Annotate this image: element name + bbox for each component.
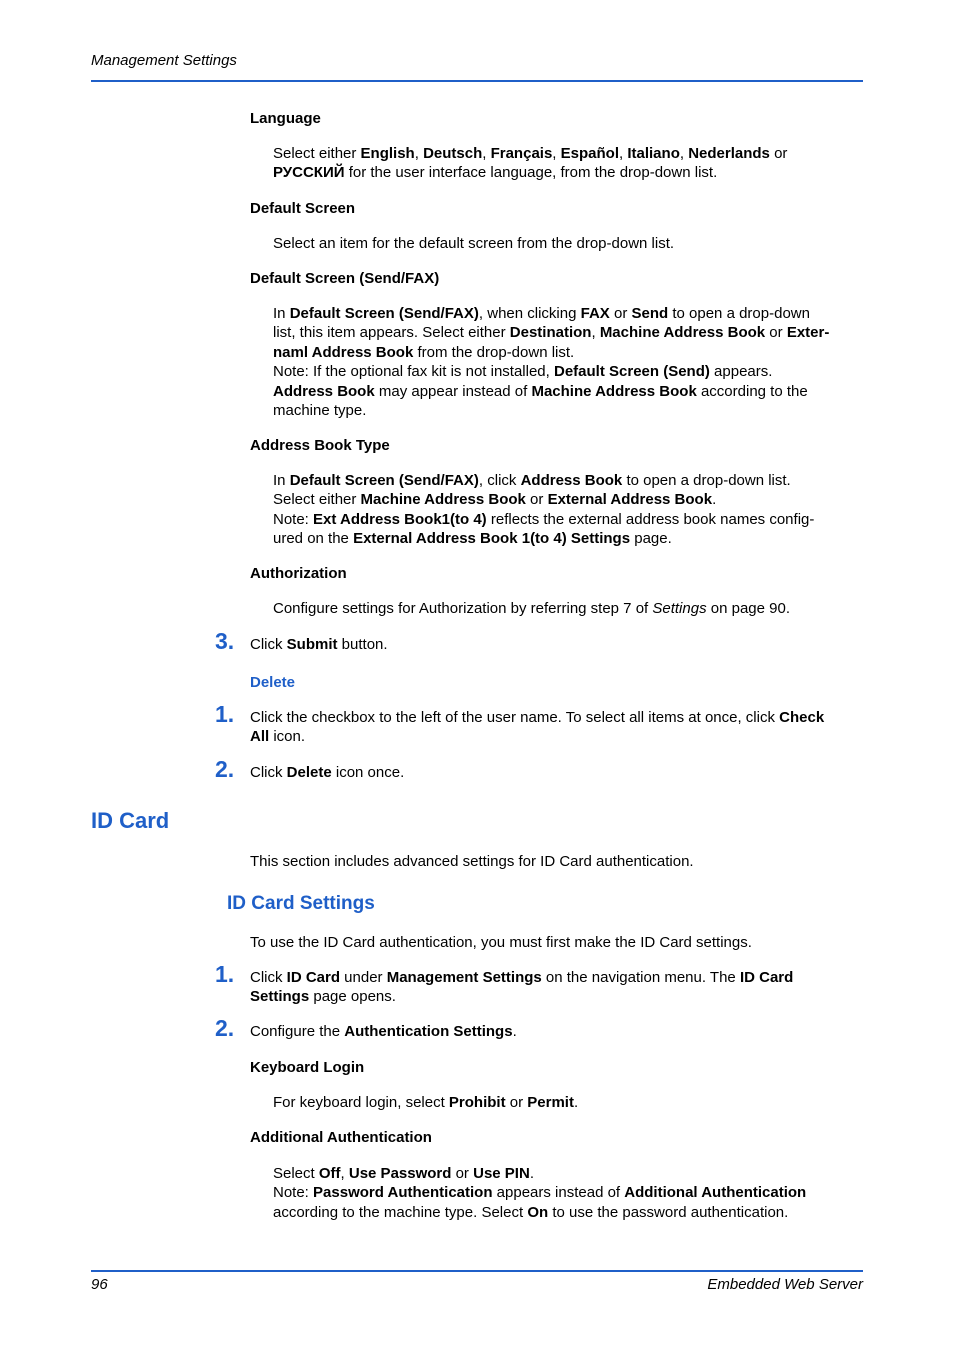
default-screen-description: Select an item for the default screen from the drop-down list. (273, 235, 675, 252)
step-number: 1. (215, 701, 235, 727)
step-number: 2. (215, 756, 235, 782)
delete-step2-text: Click Delete icon once. (250, 764, 405, 781)
default-screen-send-heading: Default Screen (Send/FAX) (250, 270, 440, 287)
additional-auth-description: Select Off, Use Password or Use PIN. Note: Password Authentication appears instead of Additional Authentication according to the machine type. Select On to use the password authentication. (273, 1165, 807, 1221)
keyboard-login-heading: Keyboard Login (250, 1059, 365, 1076)
id-card-step1-text: Click ID Card under Management Settings on the navigation menu. The ID Card Settings page opens. (250, 969, 794, 1006)
id-card-settings-title: ID Card Settings (227, 893, 375, 914)
step-submit-text: Click Submit button. (250, 636, 388, 653)
footer-rule (91, 1270, 863, 1272)
id-card-title: ID Card (91, 808, 170, 833)
authorization-description: Configure settings for Authorization by referring step 7 of Settings on page 90. (273, 600, 790, 617)
step-number: 2. (215, 1015, 235, 1041)
keyboard-login-description: For keyboard login, select Prohibit or Permit. (273, 1094, 579, 1111)
id-card-step2-text: Configure the Authentication Settings. (250, 1023, 517, 1040)
address-book-type-description: In Default Screen (Send/FAX), click Address Book to open a drop-down list. Select either Machine Address Book or External Address Book. Note: Ext Address Book1(to 4) reflects the external address book names config- ured on the External Address Book 1(to 4) Settings page. (273, 472, 815, 548)
additional-auth-heading: Additional Authentication (250, 1129, 432, 1146)
default-screen-send-description: In Default Screen (Send/FAX), when clicking FAX or Send to open a drop-down list, this item appears. Select either Destination, Machine Address Book or Exter- naml Address Book from the drop-down list. Note: If the optional fax kit is not installed, Default Screen (Send) appears. Address Book may appear instead of Machine Address Book according to the machine type. (273, 305, 830, 420)
page-number: 96 (91, 1276, 108, 1293)
language-description: Select either English, Deutsch, Français, Español, Italiano, Nederlands or РУССКИЙ for the user interface language, from the drop-down list. (273, 145, 788, 182)
header-rule (91, 80, 863, 82)
id-card-settings-intro: To use the ID Card authentication, you must first make the ID Card settings. (250, 934, 752, 951)
step-number: 3. (215, 628, 235, 654)
id-card-intro: This section includes advanced settings for ID Card authentication. (250, 853, 694, 870)
delete-subheading: Delete (250, 674, 296, 691)
delete-step1-text: Click the checkbox to the left of the user name. To select all items at once, click Check All icon. (250, 709, 825, 746)
step-number: 1. (215, 961, 235, 987)
language-heading: Language (250, 110, 321, 127)
footer-title: Embedded Web Server (707, 1276, 863, 1293)
authorization-heading: Authorization (250, 565, 347, 582)
address-book-type-heading: Address Book Type (250, 437, 390, 454)
running-header: Management Settings (91, 52, 237, 69)
default-screen-heading: Default Screen (250, 200, 356, 217)
